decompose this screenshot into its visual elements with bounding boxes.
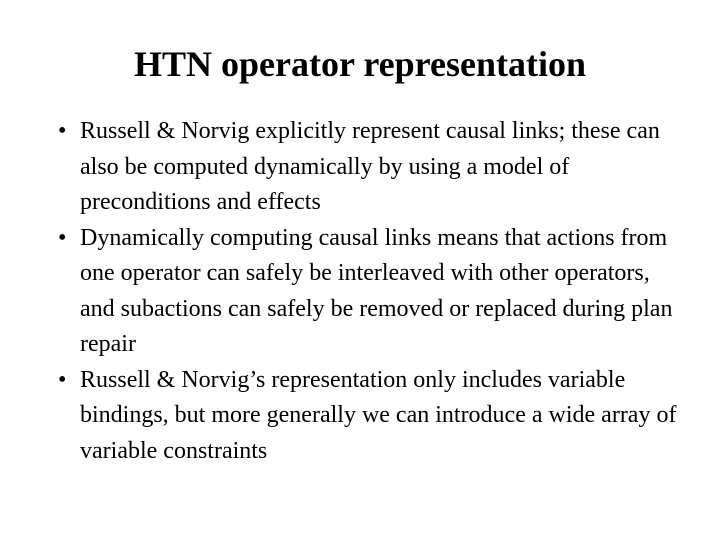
bullet-item (58, 363, 688, 470)
bullet-text: Dynamically computing causal links means that actions from one operator can safely be interleaved with other operators, and subactions can safely be removed or replaced during plan repair (80, 224, 673, 357)
bullet-list (58, 114, 688, 469)
bullet-item (58, 114, 688, 221)
bullet-item (58, 221, 688, 363)
slide-title: HTN operator representation (134, 44, 586, 84)
bullet-text: Russell & Norvig explicitly represent causal links; these can also be computed dynamically by using a model of preconditions and effects (80, 118, 660, 215)
bullet-icon: • (58, 366, 67, 393)
bullet-icon: • (58, 118, 67, 144)
bullet-text: Russell & Norvig’s representation only includes variable bindings, but more generally we can introduce a wide array of variable constraints (80, 366, 677, 464)
bullet-icon: • (58, 224, 67, 251)
